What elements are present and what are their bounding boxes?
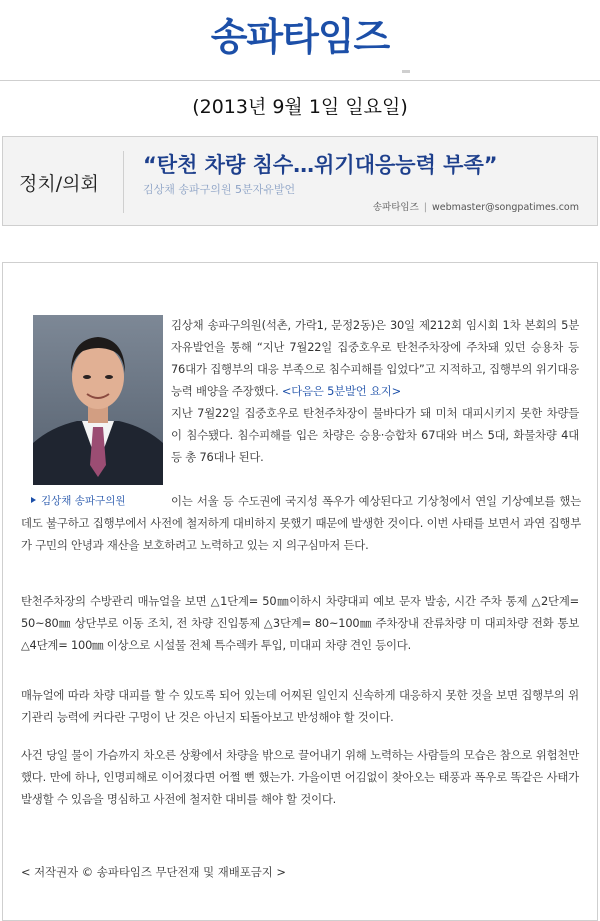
site-logo[interactable]: 송파타임즈	[210, 15, 390, 59]
meta-separator: |	[423, 202, 427, 213]
summary-link[interactable]: <다음은 5분발언 요지>	[281, 384, 401, 398]
article-header	[2, 136, 598, 226]
publish-date: (2013년 9월 1일 일요일)	[192, 96, 408, 118]
paragraph-5: 매뉴얼에 따라 차량 대피를 할 수 있도록 되어 있는데 어찌된 일인지 신속하게 대응하지 못한 것을 보면 집행부의 위기관리 능력에 커다란 구멍이 난 것은 아닌지 되돌아보고 반성해야 할 것이다.	[21, 688, 579, 724]
header-divider	[123, 151, 124, 213]
paragraph-3: 이는 서울 등 수도권에 국지성 폭우가 예상된다고 기상청에서 연일 기상예보를 했는데도 불구하고 집행부에서 사전에 철저하게 대비하지 못했기 때문에 발생한 것이다. 이번 사태를 보면서 과연 집행부가 구민의 안녕과 재산을 보호하려고 노력하고 있는 지 의구심마저 든다.	[21, 494, 581, 552]
paragraph-1	[171, 314, 579, 402]
copyright-notice: < 저작권자 © 송파타임즈 무단전재 및 재배포금지 >	[21, 865, 286, 879]
paragraph-2: 지난 7월22일 집중호우로 탄천주차장이 물바다가 돼 미처 대피시키지 못한 차량들이 침수됐다. 침수피해를 입은 차량은 승용·승합차 67대와 버스 5대, 화물차량 4대 등 총 76대나 된다.	[171, 406, 579, 464]
article-meta	[373, 199, 579, 213]
photo-caption-text: 김상채 송파구의원	[41, 495, 126, 507]
article-subtitle: 김상채 송파구의원 5분자유발언	[143, 183, 296, 196]
article-title: “탄천 차량 침수…위기대응능력 부족”	[143, 153, 498, 177]
email-link[interactable]: webmaster@songpatimes.com	[431, 202, 579, 213]
article-body	[2, 262, 598, 921]
paragraph-1-text: 김상채 송파구의원(석촌, 가락1, 문정2동)은 30일 제212회 임시회 1차 본회의 5분자유발언을 통해 “지난 7월22일 집중호우로 탄천주차장에 주차돼 있던 승용차 등 76대가 집행부의 대응 부족으로 침수피해를 입었다”고 지적하고, 집행부의 위기대응 능력 배양을 주장했다.	[171, 318, 579, 398]
section-label: 정치/의회	[19, 173, 99, 195]
portrait-image	[33, 315, 163, 485]
councilor-photo	[33, 315, 163, 485]
paragraph-6: 사건 당일 물이 가슴까지 차오른 상황에서 차량을 밖으로 끌어내기 위해 노력하는 사람들의 모습은 참으로 위험천만했다. 만에 하나, 인명피해로 이어졌다면 어쩔 뻔 했는가. 가을이면 어김없이 찾아오는 태풍과 폭우로 똑같은 사태가 발생할 수 있음을 명심하고 사전에 철저한 대비를 해야 할 것이다.	[21, 748, 579, 806]
site-header	[0, 0, 600, 81]
paragraph-4: 탄천주차장의 수방관리 매뉴얼을 보면 △1단계= 50㎜이하시 차량대피 예보 문자 발송, 시간 주차 통제 △2단계= 50~80㎜ 상단부로 이동 조치, 전 차량 진입통제 △3단계= 80~100㎜ 주차장내 잔류차량 미 대피차량 전화 통보 △4단계= 100㎜ 이상으로 시설물 전체 특수렉카 투입, 미대피 차량 견인 등이다.	[21, 594, 579, 652]
source-label: 송파타임즈	[372, 202, 419, 213]
header-divider-mark	[402, 70, 410, 73]
